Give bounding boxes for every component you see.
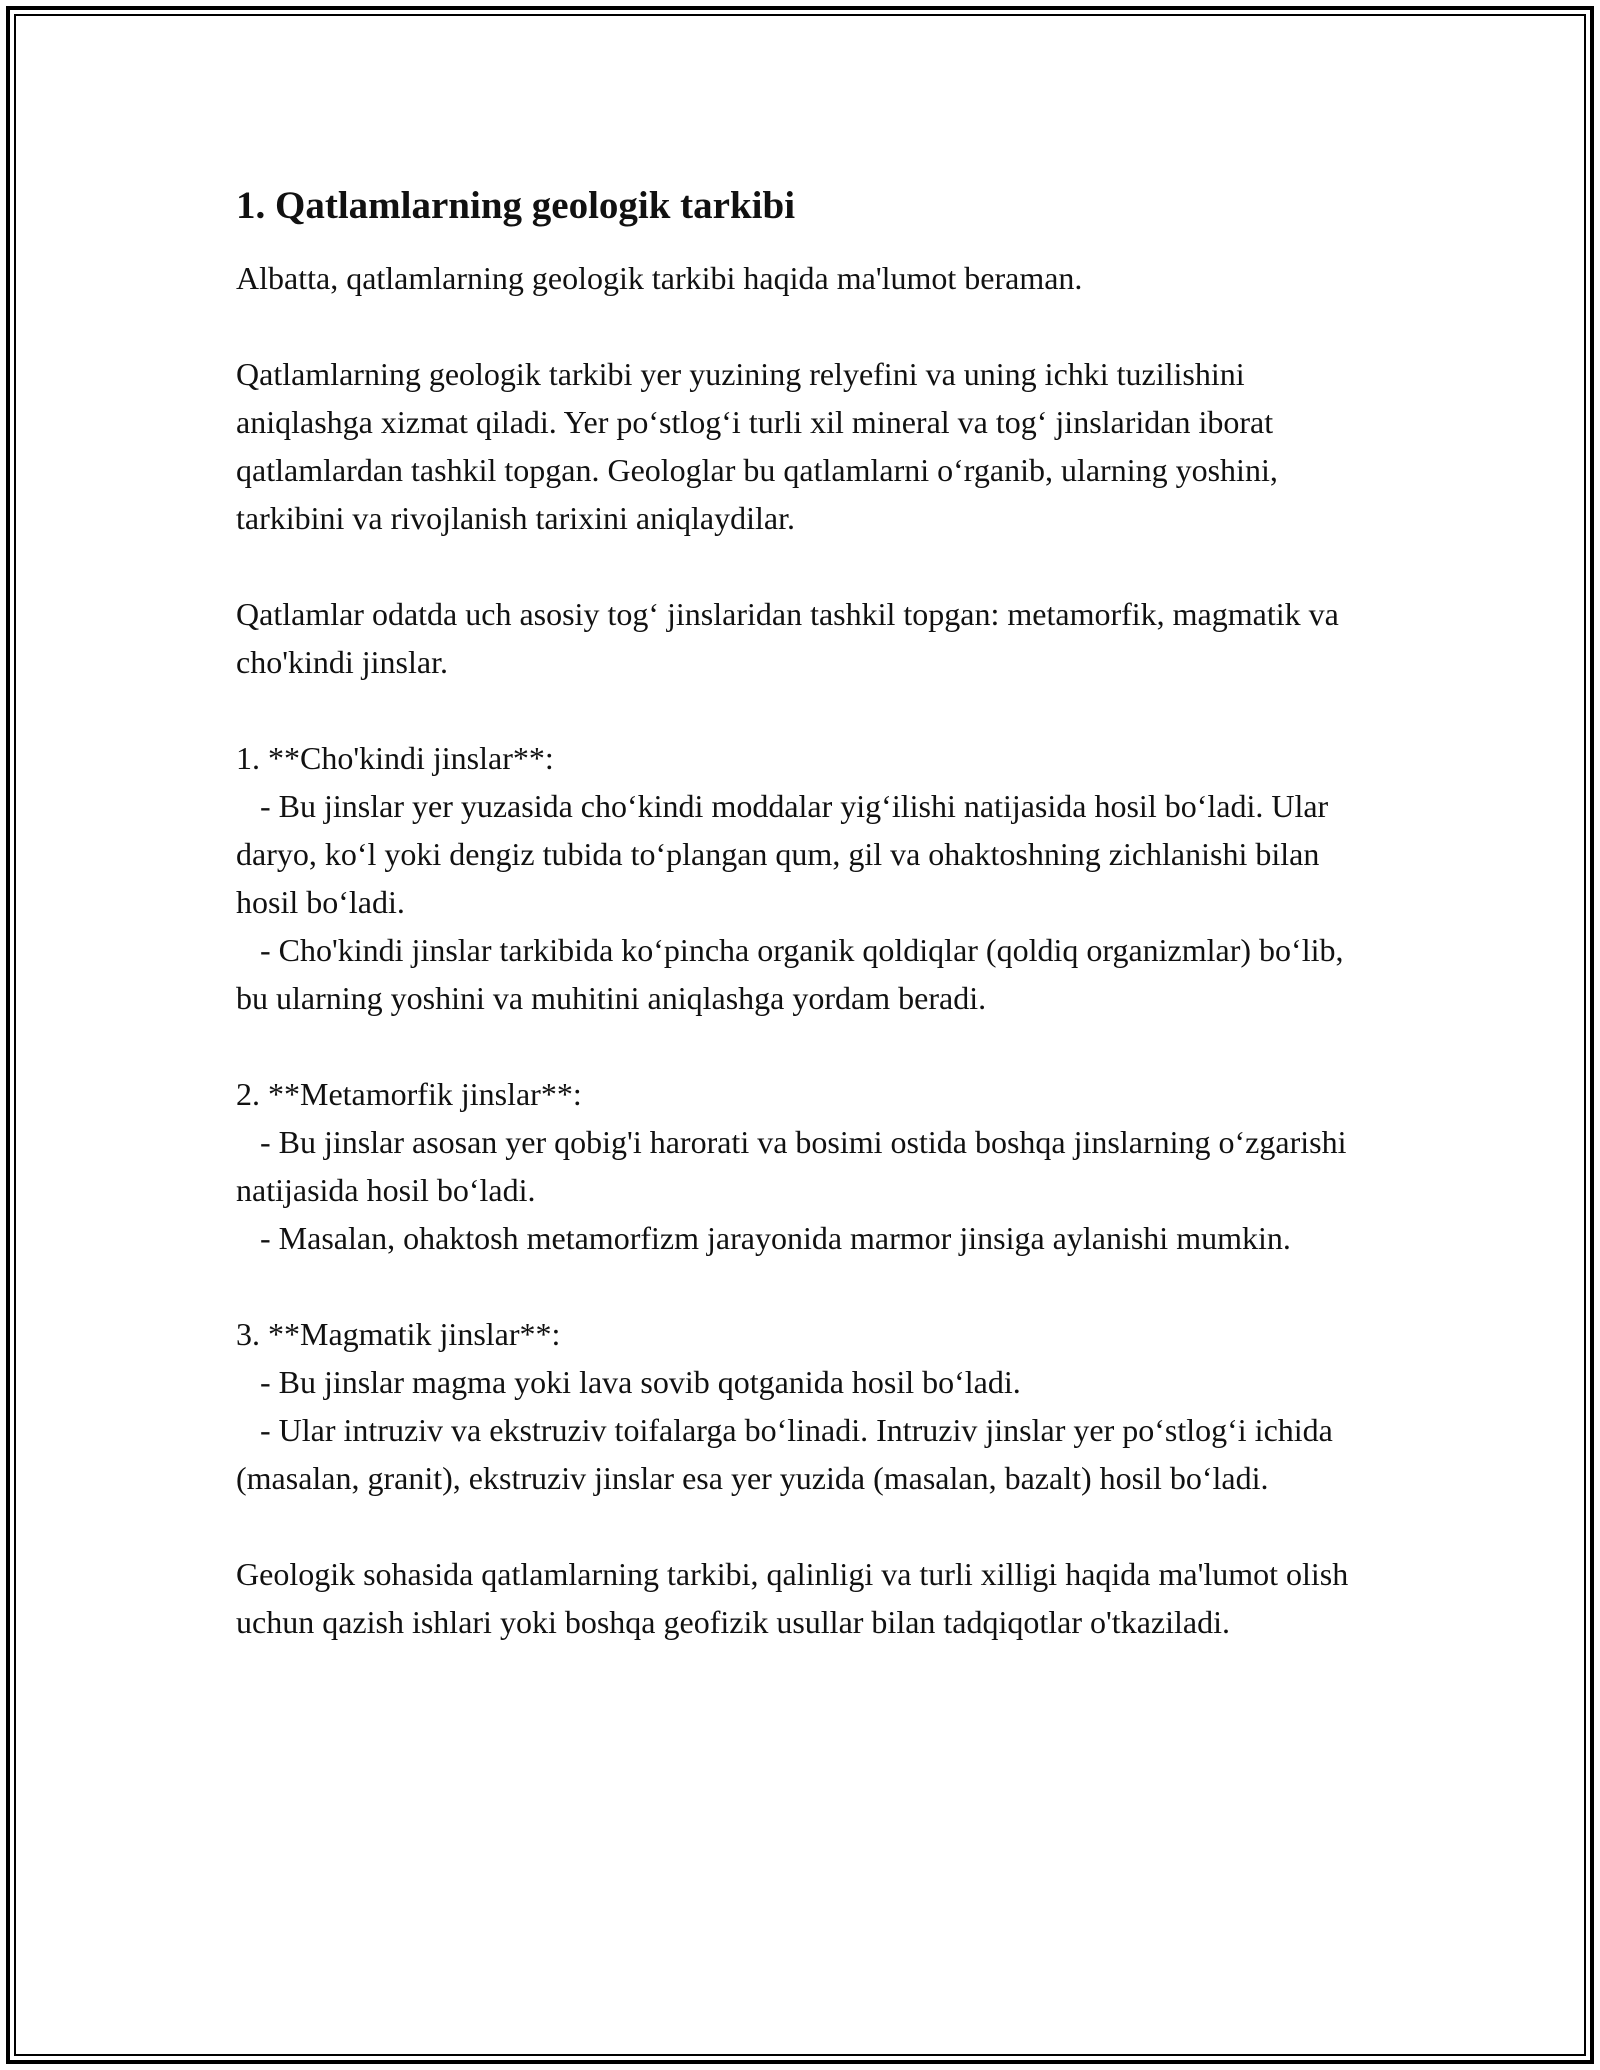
paragraph-gap bbox=[236, 1262, 1366, 1310]
paragraph-gap bbox=[236, 1502, 1366, 1550]
overview-paragraph: Qatlamlarning geologik tarkibi yer yuzining relyefini va uning ichki tuzilishini aniqlashga xizmat qiladi. Yer po‘stlog‘i turli xil mineral va tog‘ jinslaridan iborat qatlamlardan tashkil topgan. Geologlar bu qatlamlarni o‘rganib, ularning yoshini, tarkibini va rivojlanish tarixini aniqlaydilar. bbox=[236, 356, 1278, 536]
list-item: - Bu jinslar yer yuzasida cho‘kindi moddalar yig‘ilishi natijasida hosil bo‘ladi. Ular daryo, ko‘l yoki dengiz tubida to‘plangan qum, gil va ohaktoshning zichlanishi bilan hosil bo‘ladi. bbox=[236, 788, 1337, 920]
paragraph-gap bbox=[236, 542, 1366, 590]
document-body bbox=[236, 182, 1366, 1646]
intro-paragraph: Albatta, qatlamlarning geologik tarkibi haqida ma'lumot beraman. bbox=[236, 260, 1083, 296]
list-item: - Cho'kindi jinslar tarkibida ko‘pincha organik qoldiqlar (qoldiq organizmlar) bo‘lib, bu ularning yoshini va muhitini aniqlashga yordam beradi. bbox=[236, 932, 1352, 1016]
document-title: 1. Qatlamlarning geologik tarkibi bbox=[236, 184, 796, 227]
section-sedimentary bbox=[236, 734, 1366, 1022]
paragraph-gap bbox=[236, 1022, 1366, 1070]
section-metamorphic bbox=[236, 1070, 1366, 1262]
section-igneous bbox=[236, 1310, 1366, 1502]
paragraph-gap bbox=[236, 686, 1366, 734]
section-heading: 3. **Magmatik jinslar**: bbox=[236, 1316, 561, 1352]
list-item: - Bu jinslar asosan yer qobig'i harorati va bosimi ostida boshqa jinslarning o‘zgarishi natijasida hosil bo‘ladi. bbox=[236, 1124, 1355, 1208]
section-heading: 2. **Metamorfik jinslar**: bbox=[236, 1076, 582, 1112]
list-item: - Masalan, ohaktosh metamorfizm jarayonida marmor jinsiga aylanishi mumkin. bbox=[236, 1220, 1291, 1256]
list-item: - Ular intruziv va ekstruziv toifalarga bo‘linadi. Intruziv jinslar yer po‘stlog‘i ichida (masalan, granit), ekstruziv jinslar esa yer yuzida (masalan, bazalt) hosil bo‘ladi. bbox=[236, 1412, 1341, 1496]
section-heading: 1. **Cho'kindi jinslar**: bbox=[236, 740, 554, 776]
list-item: - Bu jinslar magma yoki lava sovib qotganida hosil bo‘ladi. bbox=[236, 1364, 1021, 1400]
rock-types-paragraph: Qatlamlar odatda uch asosiy tog‘ jinslaridan tashkil topgan: metamorfik, magmatik va cho'kindi jinslar. bbox=[236, 596, 1339, 680]
paragraph-gap bbox=[236, 302, 1366, 350]
conclusion-paragraph: Geologik sohasida qatlamlarning tarkibi, qalinligi va turli xilligi haqida ma'lumot olish uchun qazish ishlari yoki boshqa geofizik usullar bilan tadqiqotlar o'tkaziladi. bbox=[236, 1556, 1349, 1640]
